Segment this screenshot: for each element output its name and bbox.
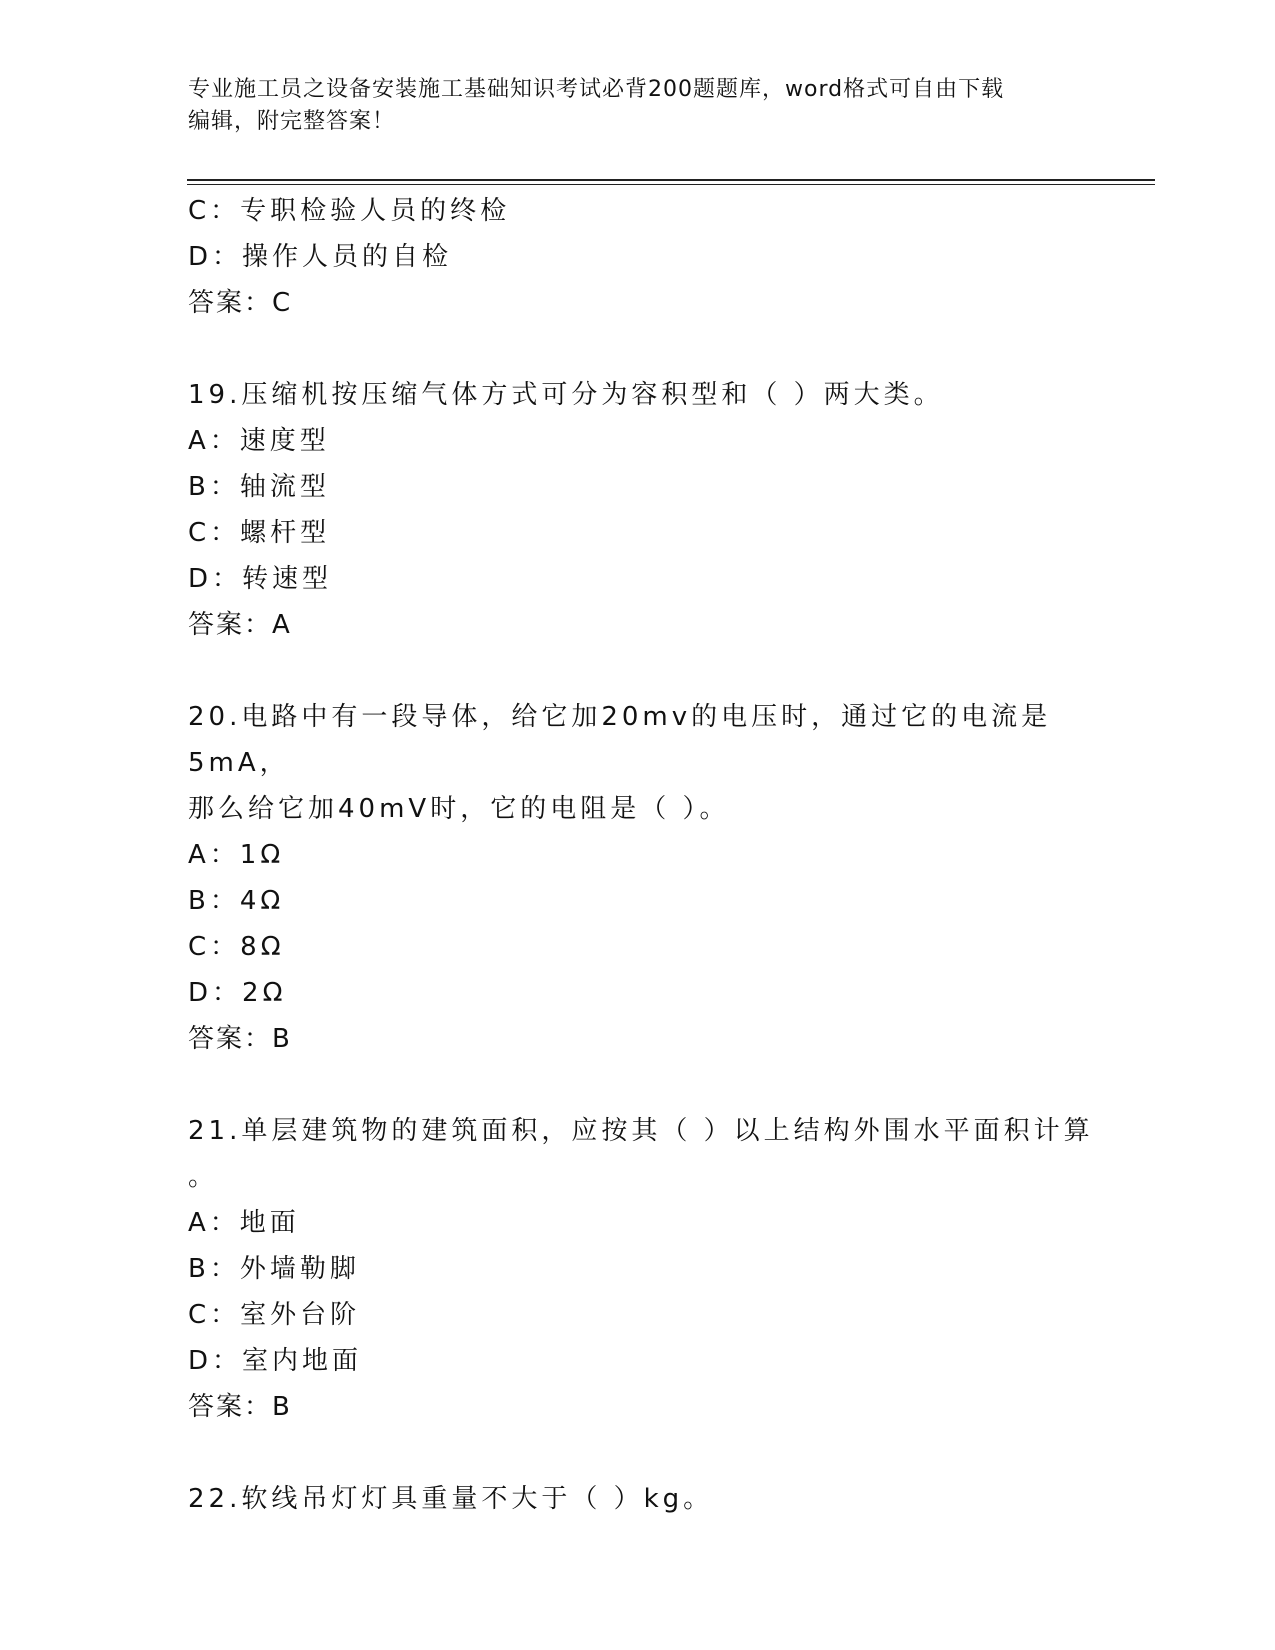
option-b: B：4Ω xyxy=(188,886,285,916)
question-20 xyxy=(188,694,1128,1062)
option-d: D：转速型 xyxy=(188,564,333,594)
question-18 xyxy=(188,188,1128,326)
question-21 xyxy=(188,1108,1128,1430)
question-19 xyxy=(188,372,1128,648)
header-line-1: 专业施工员之设备安装施工基础知识考试必背200题题库，word格式可自由下载 xyxy=(188,77,1005,102)
option-c: C：8Ω xyxy=(188,932,285,962)
question-22 xyxy=(188,1476,1128,1522)
option-c: C：室外台阶 xyxy=(188,1300,361,1330)
option-b: B：外墙勒脚 xyxy=(188,1254,360,1284)
question-title-line-2: 那么给它加40mV时，它的电阻是（ ）。 xyxy=(188,794,730,824)
document-header xyxy=(188,74,1088,138)
question-title-line-1: 20.电路中有一段导体，给它加20mv的电压时，通过它的电流是5mA， xyxy=(188,702,1052,778)
option-c: C：螺杆型 xyxy=(188,518,331,548)
answer: 答案：A xyxy=(188,610,292,640)
answer: 答案：C xyxy=(188,288,293,318)
answer: 答案：B xyxy=(188,1392,292,1422)
answer: 答案：B xyxy=(188,1024,292,1054)
header-divider-thick xyxy=(187,179,1155,181)
option-b: B：轴流型 xyxy=(188,472,330,502)
option-a: A：地面 xyxy=(188,1208,300,1238)
option-d: D：2Ω xyxy=(188,978,287,1008)
option-d: D：室内地面 xyxy=(188,1346,363,1376)
option-d: D：操作人员的自检 xyxy=(188,242,453,272)
question-list xyxy=(188,188,1128,1568)
question-title-line-2: 。 xyxy=(188,1162,219,1192)
question-title-line-1: 21.单层建筑物的建筑面积，应按其（ ）以上结构外围水平面积计算 xyxy=(188,1116,1094,1146)
option-a: A：1Ω xyxy=(188,840,285,870)
question-title: 19.压缩机按压缩气体方式可分为容积型和（ ）两大类。 xyxy=(188,380,944,410)
header-divider-thin xyxy=(187,184,1155,185)
header-line-2: 编辑，附完整答案！ xyxy=(188,109,396,134)
option-c: C：专职检验人员的终检 xyxy=(188,196,511,226)
question-title: 22.软线吊灯灯具重量不大于（ ）kg。 xyxy=(188,1484,714,1514)
option-a: A：速度型 xyxy=(188,426,330,456)
